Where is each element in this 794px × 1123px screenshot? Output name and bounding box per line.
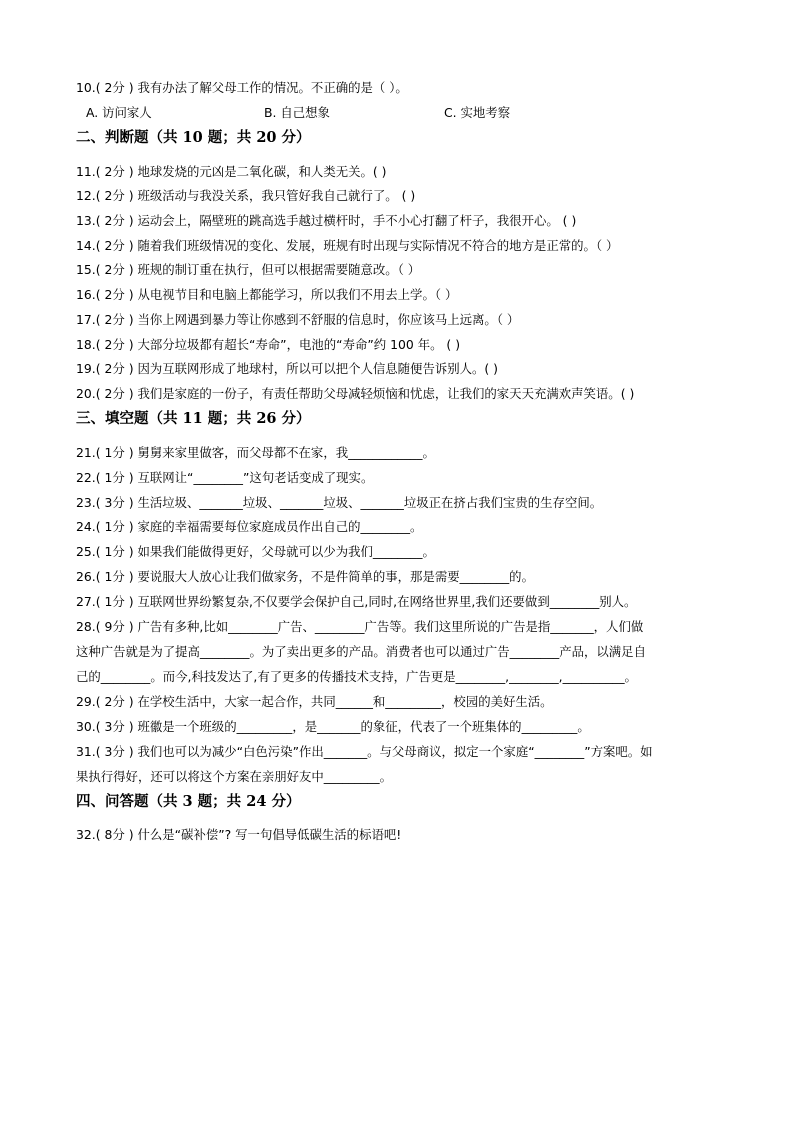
- question-10-options: [86, 104, 726, 122]
- option-b: B. 自己想象: [264, 105, 330, 120]
- section-judge-title: 二、判断题（共 10 题；共 20 分）: [76, 129, 311, 146]
- question-12: 12.( 2分 ) 班级活动与我没关系，我只管好我自己就行了。 ( ): [76, 188, 416, 203]
- option-a: A. 访问家人: [86, 105, 152, 120]
- question-28-line-3: 己的________。而今,科技发达了,有了更多的传播技术支持，广告更是________,________,__________。: [76, 669, 637, 684]
- question-17: 17.( 2分 ) 当你上网遇到暴力等让你感到不舒服的信息时，你应该马上远离。（ ）: [76, 312, 520, 327]
- question-28-line-2: 这种广告就是为了提高________。为了卖出更多的产品。消费者也可以通过广告________产品，以满足自: [76, 644, 646, 659]
- question-26: 26.( 1分 ) 要说服大人放心让我们做家务，不是件简单的事，那是需要________的。: [76, 569, 534, 584]
- question-23: 23.( 3分 ) 生活垃圾、_______垃圾、_______垃圾、_______垃圾正在挤占我们宝贵的生存空间。: [76, 495, 603, 510]
- question-11: 11.( 2分 ) 地球发烧的元凶是二氧化碳，和人类无关。( ): [76, 164, 387, 179]
- question-24: 24.( 1分 ) 家庭的幸福需要每位家庭成员作出自己的________。: [76, 519, 423, 534]
- question-25: 25.( 1分 ) 如果我们能做得更好，父母就可以少为我们________。: [76, 544, 435, 559]
- question-13: 13.( 2分 ) 运动会上，隔壁班的跳高选手越过横杆时，手不小心打翻了杆子，我很开心。 ( ): [76, 213, 577, 228]
- question-21: 21.( 1分 ) 舅舅来家里做客，而父母都不在家，我____________。: [76, 445, 435, 460]
- question-27: 27.( 1分 ) 互联网世界纷繁复杂,不仅要学会保护自己,同时,在网络世界里,我们还要做到________别人。: [76, 594, 637, 609]
- question-18: 18.( 2分 ) 大部分垃圾都有超长“寿命”，电池的“寿命”约 100 年。 ( ): [76, 337, 461, 352]
- question-10: 10.( 2分 ) 我有办法了解父母工作的情况。不正确的是（ ）。: [76, 80, 408, 95]
- question-29: 29.( 2分 ) 在学校生活中，大家一起合作，共同______和_________，校园的美好生活。: [76, 694, 553, 709]
- question-20: 20.( 2分 ) 我们是家庭的一份子，有责任帮助父母减轻烦恼和忧虑，让我们的家天天充满欢声笑语。( ): [76, 386, 635, 401]
- section-qa-title: 四、问答题（共 3 题；共 24 分）: [76, 793, 301, 810]
- section-fill-title: 三、填空题（共 11 题；共 26 分）: [76, 410, 311, 427]
- question-28-line-1: 28.( 9分 ) 广告有多种,比如________广告、________广告等。我们这里所说的广告是指_______，人们做: [76, 619, 644, 634]
- question-30: 30.( 3分 ) 班徽是一个班级的_________，是_______的象征，代表了一个班集体的_________。: [76, 719, 590, 734]
- question-31-line-1: 31.( 3分 ) 我们也可以为减少“白色污染”作出_______。与父母商议，拟定一个家庭“________”方案吧。如: [76, 744, 653, 759]
- question-14: 14.( 2分 ) 随着我们班级情况的变化、发展，班规有时出现与实际情况不符合的地方是正常的。（ ）: [76, 238, 619, 253]
- option-c: C. 实地考察: [444, 105, 511, 120]
- question-31-line-2: 果执行得好，还可以将这个方案在亲朋好友中_________。: [76, 769, 392, 784]
- question-15: 15.( 2分 ) 班规的制订重在执行，但可以根据需要随意改。（ ）: [76, 262, 421, 277]
- question-16: 16.( 2分 ) 从电视节目和电脑上都能学习，所以我们不用去上学。（ ）: [76, 287, 458, 302]
- question-32: 32.( 8分 ) 什么是“碳补偿”? 写一句倡导低碳生活的标语吧!: [76, 827, 402, 842]
- question-19: 19.( 2分 ) 因为互联网形成了地球村，所以可以把个人信息随便告诉别人。( ): [76, 361, 499, 376]
- question-22: 22.( 1分 ) 互联网让“________”这句老话变成了现实。: [76, 470, 374, 485]
